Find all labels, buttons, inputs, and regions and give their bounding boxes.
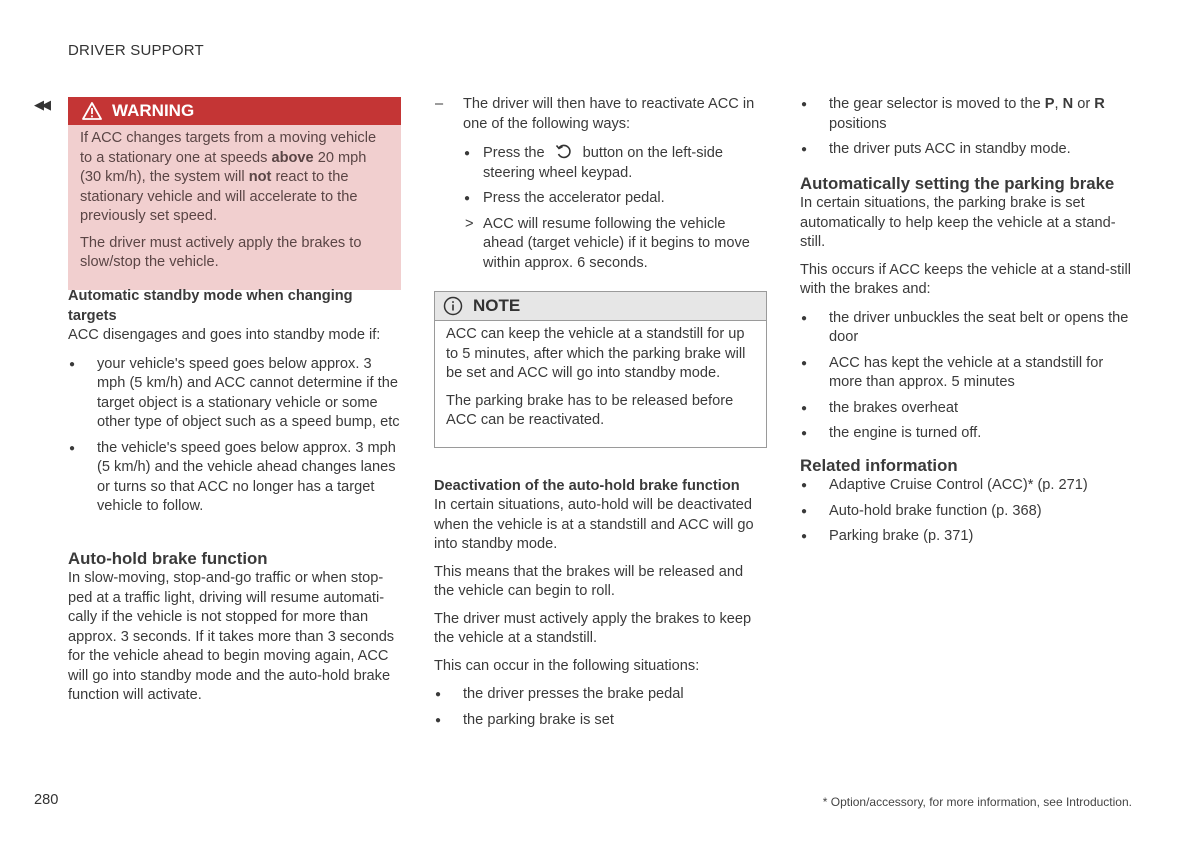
autohold-text: In slow-moving, stop-and-go traffic or when stop-ped at a traffic light, driving will resume automati-cally if the vehicle is not stopped for more than approx. 3 seconds. If it takes more than 3 seconds for the vehicle ahead to begin moving again, ACC will go into standby mode and the auto-hold brake function will activate.: [68, 570, 395, 703]
list-item: ● your vehicle's speed goes below approx. 3 mph (5 km/h) and ACC cannot determine if the target object is a stationary vehicle or some other type of object such as a speed bump, etc: [68, 355, 401, 433]
dash-marker: –: [435, 96, 444, 112]
deactivation-paragraph: In certain situations, auto-hold will be deactivated when the vehicle is at a standstill and ACC will go into standby mode.: [434, 497, 754, 552]
standby-heading: Automatic standby mode when changing targets: [68, 288, 353, 324]
list-item: ● the driver unbuckles the seat belt or opens the door: [800, 309, 1132, 348]
warning-body: [68, 125, 401, 290]
standby-intro: ACC disengages and goes into standby mode if:: [68, 327, 381, 343]
reactivate-intro: The driver will then have to reactivate ACC in one of the following ways:: [463, 96, 755, 132]
footnote: * Option/accessory, for more information, see Introduction.: [822, 795, 1132, 809]
deactivation-paragraph: This means that the brakes will be released and the vehicle can begin to roll.: [434, 563, 744, 599]
result-item: > ACC will resume following the vehicle ahead (target vehicle) if it begins to move within approx. 6 seconds.: [463, 215, 767, 274]
reactivate-list: [463, 144, 767, 273]
previous-page-marker: ◀◀: [34, 97, 48, 112]
related-heading: Related information: [800, 456, 958, 475]
parking-paragraph: In certain situations, the parking brake is set automatically to help keep the vehicle at a stand-still.: [800, 195, 1116, 250]
note-title: NOTE: [473, 296, 521, 316]
list-item: ● the driver presses the brake pedal: [434, 685, 767, 705]
note-body: [435, 321, 766, 447]
parking-section: [800, 173, 1132, 450]
related-section: [800, 455, 1132, 553]
list-item: ● the parking brake is set: [434, 711, 767, 731]
related-link[interactable]: ● Auto-hold brake function (p. 368): [800, 502, 1132, 522]
note-paragraph-2: The parking brake has to be released before ACC can be reactivated.: [446, 392, 734, 428]
warning-paragraph-2: The driver must actively apply the brakes to slow/stop the vehicle.: [80, 234, 362, 270]
resume-arrow-icon: [555, 144, 573, 160]
deactivation-list: [434, 685, 767, 730]
list-item: ● Press the button on the left-side steering wheel keypad.: [463, 144, 767, 183]
deactivation-paragraph: The driver must actively apply the brakes to keep the vehicle at a standstill.: [434, 610, 752, 646]
list-item: ● Press the accelerator pedal.: [463, 189, 767, 209]
warning-paragraph: If ACC changes targets from a moving vehicle to a stationary one at speeds above 20 mph (30 km/h), the system will not react to the stationary vehicle and will accelerate to the previously set speed.: [80, 130, 377, 224]
list-item: ● the brakes overheat: [800, 399, 1132, 419]
autohold-section: [68, 548, 401, 714]
deactivation-paragraph: This can occur in the following situations:: [434, 657, 700, 674]
note-paragraph: ACC can keep the vehicle at a standstill for up to 5 minutes, after which the parking brake will be set and ACC will go into standby mode.: [446, 326, 746, 381]
warning-box: [68, 97, 401, 290]
reactivate-item: [434, 95, 767, 273]
standby-list: [68, 355, 401, 517]
parking-heading: Automatically setting the parking brake: [800, 174, 1115, 193]
list-item: ● the driver puts ACC in standby mode.: [800, 140, 1132, 160]
warning-header: [68, 97, 401, 125]
situations-list: [800, 95, 1132, 160]
situations-continued: [800, 95, 1132, 166]
deactivation-heading: Deactivation of the auto-hold brake function: [434, 478, 740, 494]
related-link[interactable]: ● Adaptive Cruise Control (ACC)* (p. 271): [800, 476, 1132, 496]
note-box: [434, 291, 767, 448]
list-item: ● the engine is turned off.: [800, 424, 1132, 444]
warning-title: WARNING: [112, 101, 195, 121]
standby-section: [68, 286, 401, 523]
autohold-heading: Auto-hold brake function: [68, 549, 268, 568]
info-icon: [443, 296, 463, 316]
parking-list: [800, 309, 1132, 444]
list-item: ● the gear selector is moved to the P, N or R positions: [800, 95, 1132, 134]
reactivate-section: [434, 95, 767, 279]
related-links: [800, 476, 1132, 547]
list-item: ● the vehicle's speed goes below approx. 3 mph (5 km/h) and the vehicle ahead changes lanes or turns so that ACC no longer has a target vehicle to follow.: [68, 439, 401, 517]
warning-triangle-icon: [82, 102, 102, 120]
page-number: 280: [34, 792, 59, 808]
related-link[interactable]: ● Parking brake (p. 371): [800, 527, 1132, 547]
list-item: ● ACC has kept the vehicle at a standstill for more than approx. 5 minutes: [800, 354, 1132, 393]
note-header: [435, 292, 766, 321]
parking-paragraph: This occurs if ACC keeps the vehicle at a stand-still with the brakes and:: [800, 261, 1131, 297]
section-header: DRIVER SUPPORT: [68, 42, 204, 59]
deactivation-section: [434, 476, 767, 736]
